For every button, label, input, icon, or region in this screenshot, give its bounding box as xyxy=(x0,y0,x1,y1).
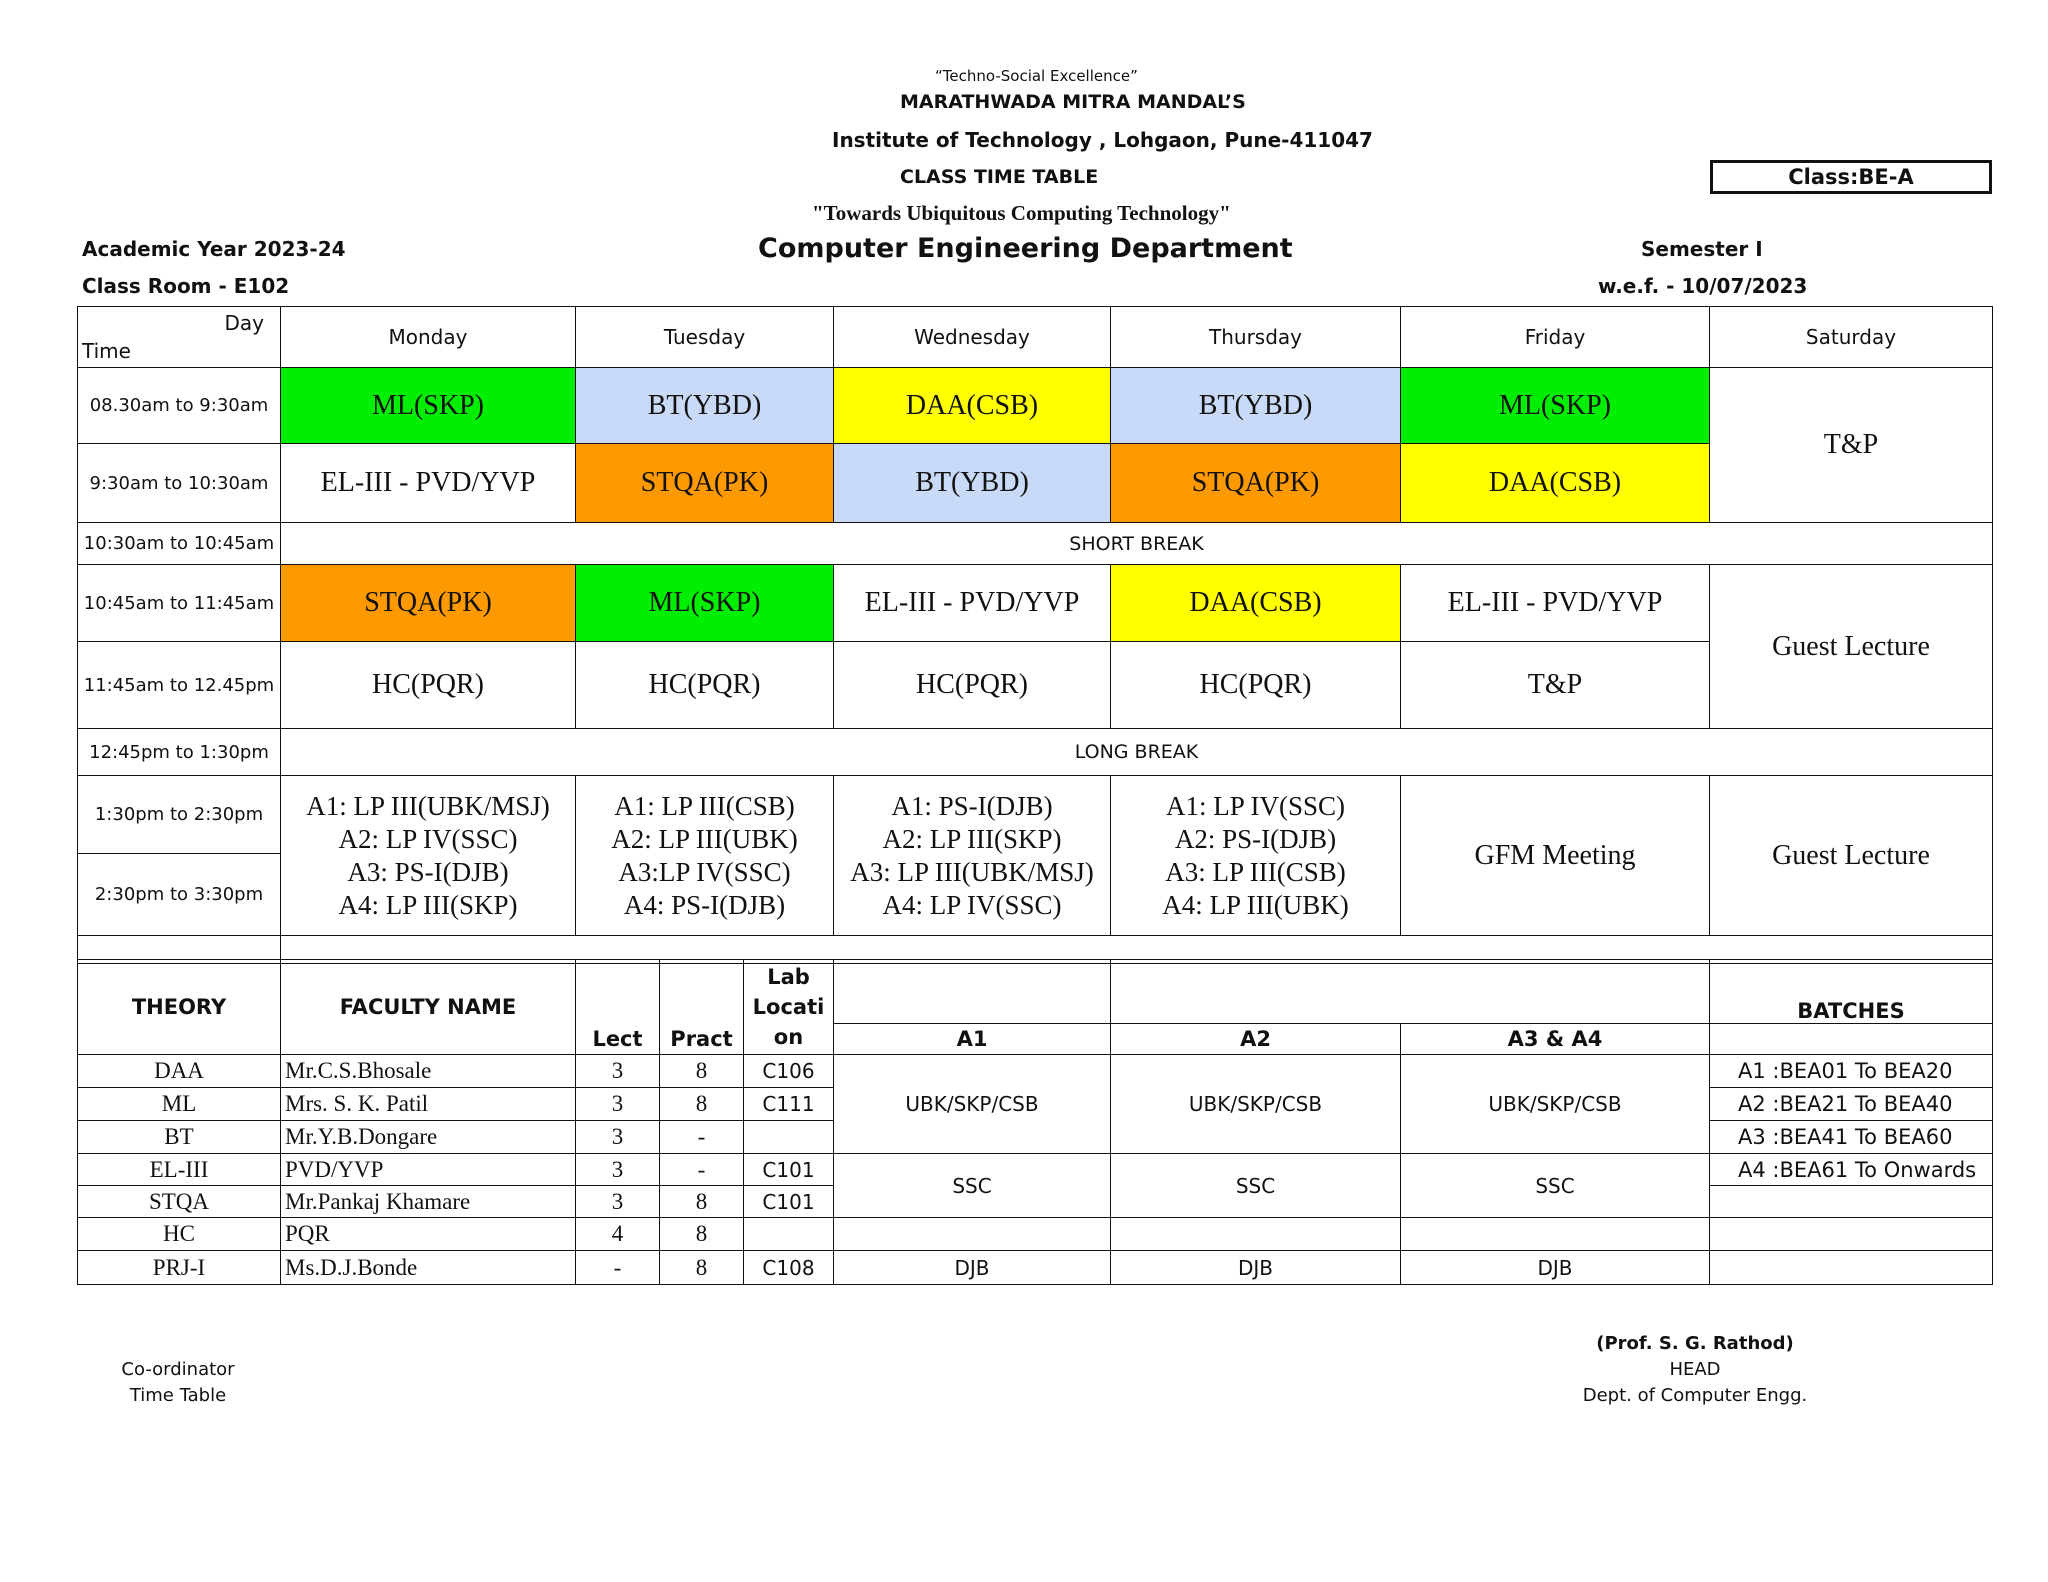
class-cell: EL-III - PVD/YVP xyxy=(834,565,1111,642)
batch-a1-faculty: SSC xyxy=(834,1154,1111,1218)
department-title: Computer Engineering Department xyxy=(758,233,1293,264)
class-cell: DAA(CSB) xyxy=(834,368,1111,444)
class-cell: ML(SKP) xyxy=(1401,368,1710,444)
subject-cell: PRJ-I xyxy=(78,1251,281,1285)
gfm-meeting-cell: GFM Meeting xyxy=(1401,776,1710,936)
class-cell: DAA(CSB) xyxy=(1401,444,1710,523)
batch-a2-faculty: SSC xyxy=(1111,1154,1401,1218)
blank-header xyxy=(834,960,1111,1024)
batches-header: BATCHES xyxy=(1710,960,1993,1024)
short-break: SHORT BREAK xyxy=(281,523,1993,565)
tagline: "Towards Ubiquitous Computing Technology" xyxy=(812,201,1231,225)
batch-a1-faculty: UBK/SKP/CSB xyxy=(834,1055,1111,1154)
corner-time: Time xyxy=(82,339,131,363)
time-slot: 11:45am to 12.45pm xyxy=(78,642,281,729)
semester: Semester I xyxy=(1641,237,1763,261)
time-slot: 08.30am to 9:30am xyxy=(78,368,281,444)
day-saturday: Saturday xyxy=(1710,307,1993,368)
batch-a34-faculty: UBK/SKP/CSB xyxy=(1401,1055,1710,1154)
lab-cell xyxy=(744,1218,834,1251)
corner-cell xyxy=(78,307,281,368)
lab-cell: C106 xyxy=(744,1055,834,1088)
batch-a34-faculty: SSC xyxy=(1401,1154,1710,1218)
time-slot: 9:30am to 10:30am xyxy=(78,444,281,523)
day-monday: Monday xyxy=(281,307,576,368)
batch-empty xyxy=(1710,1186,1993,1218)
time-slot: 2:30pm to 3:30pm xyxy=(78,854,281,936)
org-name: MARATHWADA MITRA MANDAL’S xyxy=(900,91,1246,113)
batch-a1-faculty: DJB xyxy=(834,1251,1111,1285)
lab-location-header: Lab Locati on xyxy=(744,960,834,1055)
day-wednesday: Wednesday xyxy=(834,307,1111,368)
long-break: LONG BREAK xyxy=(281,729,1993,776)
faculty-cell: PQR xyxy=(281,1218,576,1251)
lect-cell: 3 xyxy=(576,1088,660,1121)
lect-cell: - xyxy=(576,1251,660,1285)
lect-cell: 3 xyxy=(576,1154,660,1186)
faculty-cell: Mrs. S. K. Patil xyxy=(281,1088,576,1121)
class-cell: HC(PQR) xyxy=(281,642,576,729)
timetable-grid xyxy=(77,306,1993,964)
blank-header xyxy=(660,960,744,1024)
class-cell: HC(PQR) xyxy=(576,642,834,729)
coordinator-line2: Time Table xyxy=(129,1385,227,1406)
faculty-cell: PVD/YVP xyxy=(281,1154,576,1186)
time-slot: 10:45am to 11:45am xyxy=(78,565,281,642)
faculty-cell: Mr.Y.B.Dongare xyxy=(281,1121,576,1154)
faculty-table xyxy=(77,959,1993,1285)
lab-cell: A1: LP III(UBK/MSJ) A2: LP IV(SSC) A3: PS-I(DJB) A4: LP III(SKP) xyxy=(281,776,576,936)
batch-range: A2 :BEA21 To BEA40 xyxy=(1710,1088,1993,1121)
subject-cell: ML xyxy=(78,1088,281,1121)
batch-a2-faculty: UBK/SKP/CSB xyxy=(1111,1055,1401,1154)
batch-empty xyxy=(1401,1218,1710,1251)
head-title: HEAD xyxy=(1669,1359,1721,1380)
batch-a2-faculty: DJB xyxy=(1111,1251,1401,1285)
batch-empty xyxy=(1111,1218,1401,1251)
a2-header: A2 xyxy=(1111,1024,1401,1055)
batch-empty xyxy=(1710,1251,1993,1285)
lab-cell: C111 xyxy=(744,1088,834,1121)
class-cell: BT(YBD) xyxy=(834,444,1111,523)
pract-cell: - xyxy=(660,1154,744,1186)
lect-cell: 3 xyxy=(576,1121,660,1154)
lab-cell xyxy=(744,1121,834,1154)
faculty-cell: Mr.C.S.Bhosale xyxy=(281,1055,576,1088)
subject-cell: STQA xyxy=(78,1186,281,1218)
lab-cell: A1: PS-I(DJB) A2: LP III(SKP) A3: LP III(UBK/MSJ) A4: LP IV(SSC) xyxy=(834,776,1111,936)
subject-cell: HC xyxy=(78,1218,281,1251)
class-cell-saturday-midday: Guest Lecture xyxy=(1710,565,1993,729)
faculty-header: FACULTY NAME xyxy=(281,960,576,1055)
head-dept: Dept. of Computer Engg. xyxy=(1582,1385,1808,1406)
class-cell: ML(SKP) xyxy=(281,368,576,444)
lab-cell: C101 xyxy=(744,1154,834,1186)
batches-subheader xyxy=(1710,1024,1993,1055)
a34-header: A3 & A4 xyxy=(1401,1024,1710,1055)
coordinator-line1: Co-ordinator xyxy=(121,1359,235,1380)
pract-cell: 8 xyxy=(660,1055,744,1088)
head-name: (Prof. S. G. Rathod) xyxy=(1596,1333,1794,1354)
academic-year: Academic Year 2023-24 xyxy=(82,237,346,261)
class-cell-saturday-morning: T&P xyxy=(1710,368,1993,523)
batch-range: A1 :BEA01 To BEA20 xyxy=(1710,1055,1993,1088)
class-cell: BT(YBD) xyxy=(576,368,834,444)
class-label: Class:BE-A xyxy=(1710,160,1992,194)
batch-range: A4 :BEA61 To Onwards xyxy=(1710,1154,1993,1186)
faculty-cell: Ms.D.J.Bonde xyxy=(281,1251,576,1285)
institute-name: Institute of Technology , Lohgaon, Pune-411047 xyxy=(832,128,1373,152)
a1-header: A1 xyxy=(834,1024,1111,1055)
batch-a34-faculty: DJB xyxy=(1401,1251,1710,1285)
corner-day: Day xyxy=(224,311,264,335)
class-cell-saturday-afternoon: Guest Lecture xyxy=(1710,776,1993,936)
class-cell: STQA(PK) xyxy=(576,444,834,523)
class-cell: T&P xyxy=(1401,642,1710,729)
lect-cell: 4 xyxy=(576,1218,660,1251)
doc-title: CLASS TIME TABLE xyxy=(900,166,1099,188)
blank-header xyxy=(1111,960,1710,1024)
batch-range: A3 :BEA41 To BEA60 xyxy=(1710,1121,1993,1154)
pract-cell: - xyxy=(660,1121,744,1154)
faculty-cell: Mr.Pankaj Khamare xyxy=(281,1186,576,1218)
time-slot: 10:30am to 10:45am xyxy=(78,523,281,565)
class-cell: EL-III - PVD/YVP xyxy=(1401,565,1710,642)
class-cell: STQA(PK) xyxy=(281,565,576,642)
pract-header: Pract xyxy=(660,1024,744,1055)
lab-cell: C108 xyxy=(744,1251,834,1285)
subject-cell: BT xyxy=(78,1121,281,1154)
class-cell: HC(PQR) xyxy=(1111,642,1401,729)
batch-empty xyxy=(1710,1218,1993,1251)
class-cell: EL-III - PVD/YVP xyxy=(281,444,576,523)
pract-cell: 8 xyxy=(660,1186,744,1218)
lect-cell: 3 xyxy=(576,1055,660,1088)
day-tuesday: Tuesday xyxy=(576,307,834,368)
time-slot: 1:30pm to 2:30pm xyxy=(78,776,281,854)
subject-cell: EL-III xyxy=(78,1154,281,1186)
class-cell: ML(SKP) xyxy=(576,565,834,642)
lab-cell: A1: LP III(CSB) A2: LP III(UBK) A3:LP IV(SSC) A4: PS-I(DJB) xyxy=(576,776,834,936)
theory-header: THEORY xyxy=(78,960,281,1055)
pract-cell: 8 xyxy=(660,1218,744,1251)
lect-cell: 3 xyxy=(576,1186,660,1218)
subject-cell: DAA xyxy=(78,1055,281,1088)
pract-cell: 8 xyxy=(660,1251,744,1285)
day-friday: Friday xyxy=(1401,307,1710,368)
class-cell: DAA(CSB) xyxy=(1111,565,1401,642)
class-cell: BT(YBD) xyxy=(1111,368,1401,444)
class-cell: HC(PQR) xyxy=(834,642,1111,729)
lab-cell: C101 xyxy=(744,1186,834,1218)
day-thursday: Thursday xyxy=(1111,307,1401,368)
time-slot: 12:45pm to 1:30pm xyxy=(78,729,281,776)
pract-cell: 8 xyxy=(660,1088,744,1121)
blank-header xyxy=(576,960,660,1024)
batch-empty xyxy=(834,1218,1111,1251)
wef-date: w.e.f. - 10/07/2023 xyxy=(1598,274,1808,298)
classroom: Class Room - E102 xyxy=(82,274,290,298)
class-cell: STQA(PK) xyxy=(1111,444,1401,523)
lect-header: Lect xyxy=(576,1024,660,1055)
motto: “Techno-Social Excellence” xyxy=(935,67,1138,85)
lab-cell: A1: LP IV(SSC) A2: PS-I(DJB) A3: LP III(CSB) A4: LP III(UBK) xyxy=(1111,776,1401,936)
